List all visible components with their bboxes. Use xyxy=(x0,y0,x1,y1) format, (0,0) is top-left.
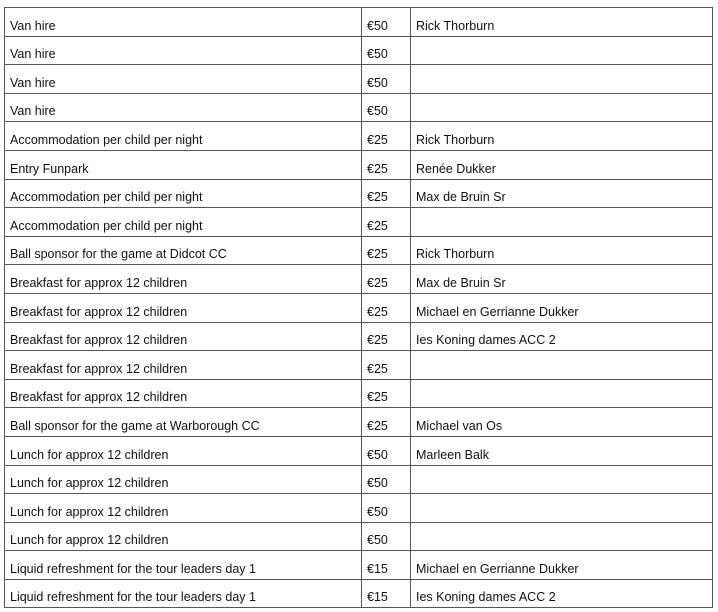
item-description: Lunch for approx 12 children xyxy=(5,494,362,523)
item-sponsor: Michael van Os xyxy=(411,408,713,437)
item-description: Accommodation per child per night xyxy=(5,122,362,151)
table-row xyxy=(5,65,713,94)
item-sponsor xyxy=(411,208,713,237)
item-sponsor: Max de Bruin Sr xyxy=(411,179,713,208)
item-description: Van hire xyxy=(5,36,362,65)
item-amount: €50 xyxy=(362,494,411,523)
item-sponsor: Renée Dukker xyxy=(411,150,713,179)
item-sponsor: Ies Koning dames ACC 2 xyxy=(411,579,713,608)
table-row xyxy=(5,351,713,380)
table-row xyxy=(5,150,713,179)
table-row xyxy=(5,236,713,265)
item-description: Accommodation per child per night xyxy=(5,208,362,237)
table-row xyxy=(5,551,713,580)
item-description: Breakfast for approx 12 children xyxy=(5,265,362,294)
item-description: Breakfast for approx 12 children xyxy=(5,379,362,408)
item-amount: €25 xyxy=(362,236,411,265)
table-row xyxy=(5,293,713,322)
table-row xyxy=(5,436,713,465)
item-amount: €50 xyxy=(362,65,411,94)
item-sponsor: Marleen Balk xyxy=(411,436,713,465)
item-amount: €50 xyxy=(362,436,411,465)
item-description: Van hire xyxy=(5,65,362,94)
item-amount: €50 xyxy=(362,522,411,551)
item-description: Lunch for approx 12 children xyxy=(5,522,362,551)
item-description: Ball sponsor for the game at Warborough CC xyxy=(5,408,362,437)
table-row xyxy=(5,8,713,37)
item-amount: €50 xyxy=(362,93,411,122)
item-description: Lunch for approx 12 children xyxy=(5,465,362,494)
item-amount: €25 xyxy=(362,293,411,322)
item-sponsor xyxy=(411,465,713,494)
item-sponsor xyxy=(411,379,713,408)
table-row xyxy=(5,36,713,65)
table-row xyxy=(5,122,713,151)
item-description: Van hire xyxy=(5,8,362,37)
item-sponsor xyxy=(411,93,713,122)
item-sponsor: Michael en Gerrianne Dukker xyxy=(411,551,713,580)
item-sponsor xyxy=(411,36,713,65)
item-description: Breakfast for approx 12 children xyxy=(5,293,362,322)
item-amount: €25 xyxy=(362,379,411,408)
item-description: Lunch for approx 12 children xyxy=(5,436,362,465)
table-row xyxy=(5,465,713,494)
item-amount: €50 xyxy=(362,8,411,37)
item-description: Breakfast for approx 12 children xyxy=(5,351,362,380)
item-description: Breakfast for approx 12 children xyxy=(5,322,362,351)
item-description: Accommodation per child per night xyxy=(5,179,362,208)
item-amount: €25 xyxy=(362,265,411,294)
item-sponsor xyxy=(411,65,713,94)
item-amount: €25 xyxy=(362,122,411,151)
item-sponsor: Rick Thorburn xyxy=(411,8,713,37)
item-amount: €25 xyxy=(362,150,411,179)
item-description: Ball sponsor for the game at Didcot CC xyxy=(5,236,362,265)
table-row xyxy=(5,265,713,294)
item-description: Van hire xyxy=(5,93,362,122)
item-sponsor xyxy=(411,522,713,551)
item-sponsor: Michael en Gerrianne Dukker xyxy=(411,293,713,322)
item-description: Liquid refreshment for the tour leaders day 1 xyxy=(5,551,362,580)
item-amount: €15 xyxy=(362,551,411,580)
table-row xyxy=(5,494,713,523)
item-sponsor xyxy=(411,494,713,523)
item-sponsor: Rick Thorburn xyxy=(411,236,713,265)
table-body xyxy=(5,8,713,608)
table-row xyxy=(5,93,713,122)
item-amount: €15 xyxy=(362,579,411,608)
item-amount: €25 xyxy=(362,179,411,208)
item-sponsor: Rick Thorburn xyxy=(411,122,713,151)
table-row xyxy=(5,208,713,237)
item-sponsor: Ies Koning dames ACC 2 xyxy=(411,322,713,351)
sponsorship-table xyxy=(4,7,713,608)
table-row xyxy=(5,408,713,437)
item-amount: €25 xyxy=(362,351,411,380)
table-row xyxy=(5,322,713,351)
item-description: Entry Funpark xyxy=(5,150,362,179)
item-sponsor xyxy=(411,351,713,380)
table-row xyxy=(5,579,713,608)
table-row xyxy=(5,179,713,208)
item-amount: €25 xyxy=(362,208,411,237)
table-row xyxy=(5,379,713,408)
item-sponsor: Max de Bruin Sr xyxy=(411,265,713,294)
item-amount: €50 xyxy=(362,36,411,65)
item-amount: €25 xyxy=(362,408,411,437)
table-row xyxy=(5,522,713,551)
item-description: Liquid refreshment for the tour leaders day 1 xyxy=(5,579,362,608)
item-amount: €25 xyxy=(362,322,411,351)
item-amount: €50 xyxy=(362,465,411,494)
